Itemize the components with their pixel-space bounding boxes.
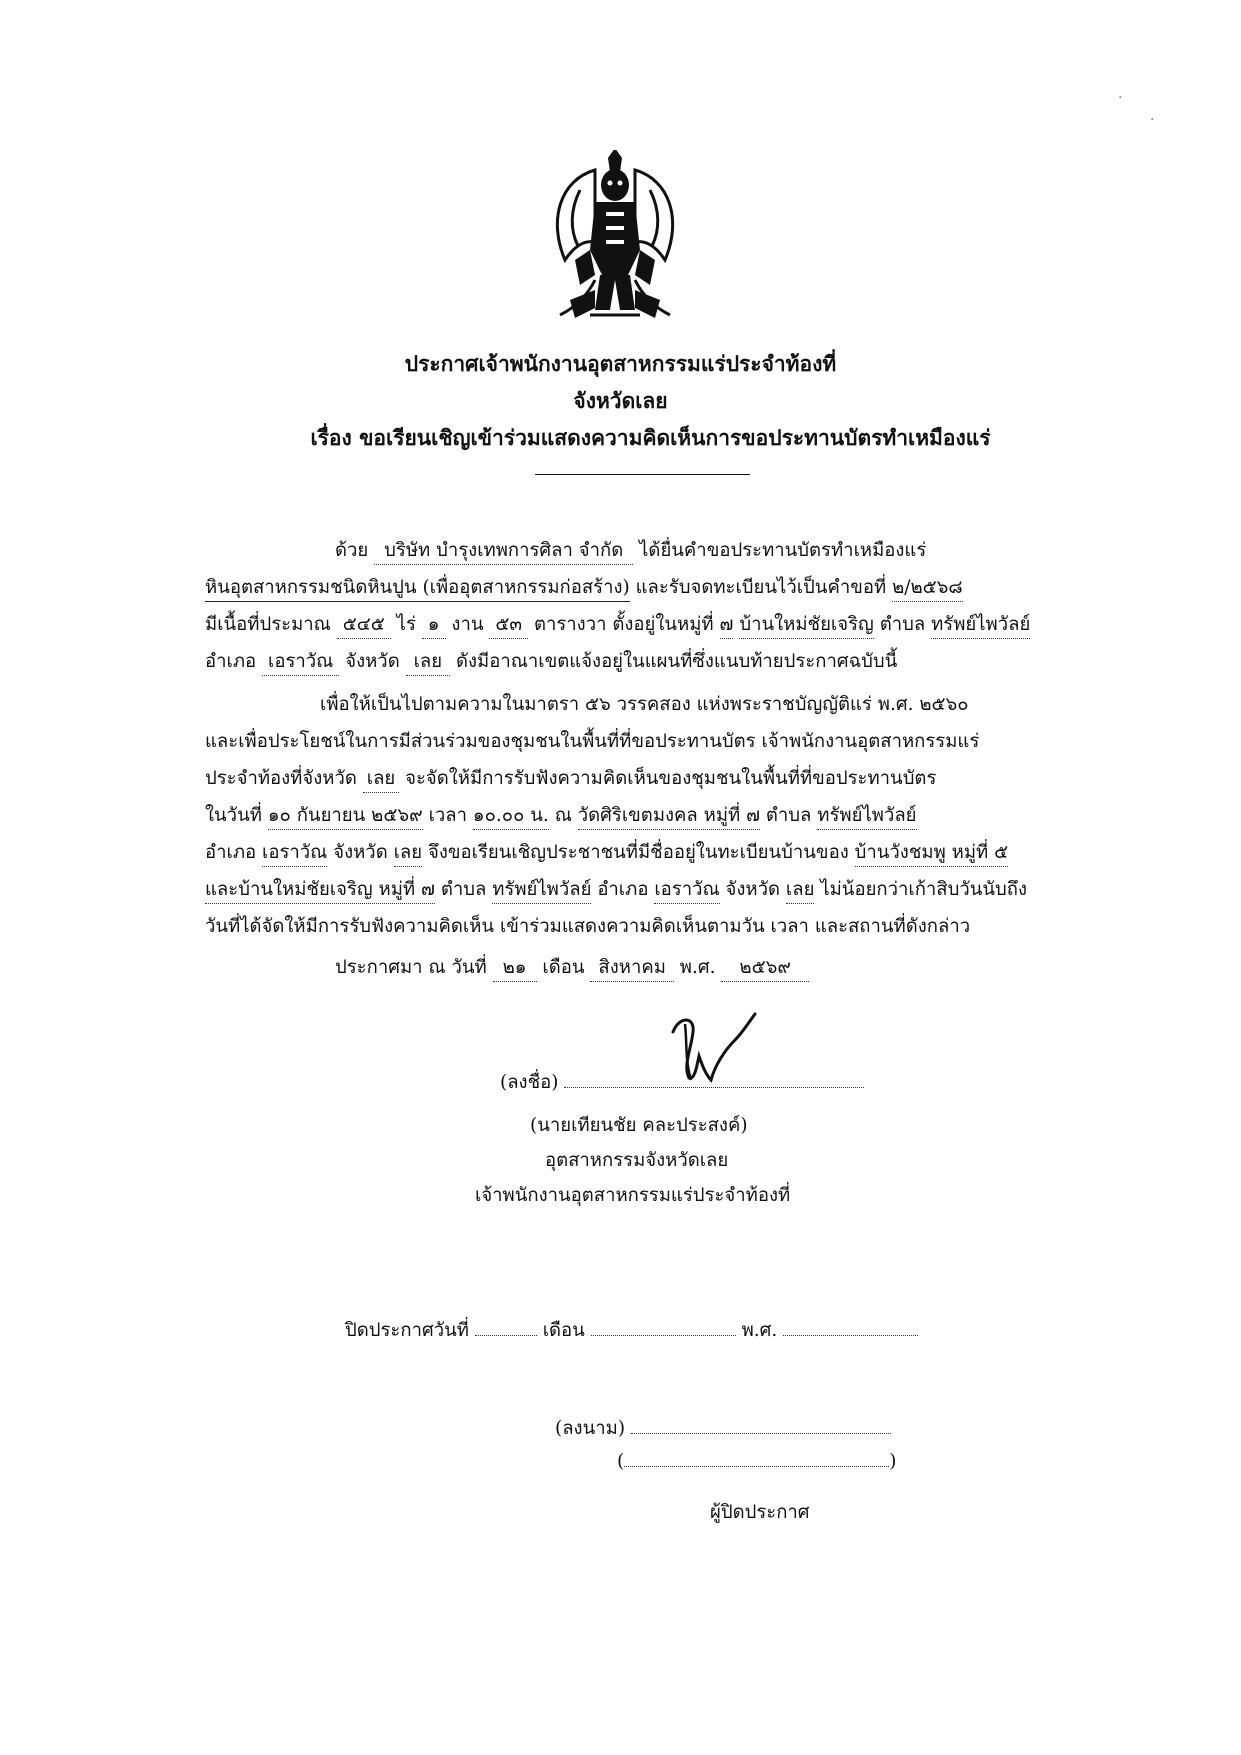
- tambon-name: ทรัพย์ไพวัลย์: [931, 611, 1030, 639]
- text: พ.ศ.: [741, 1320, 778, 1341]
- text: ด้วย: [335, 540, 369, 561]
- poster-role: ผู้ปิดประกาศ: [710, 1502, 810, 1523]
- amphoe-name: เอราวัณ: [262, 648, 339, 676]
- announce-date-line: [205, 949, 1045, 986]
- text: ปิดประกาศวันที่: [345, 1320, 469, 1341]
- village-name: บ้านใหม่ชัยเจริญ: [739, 611, 873, 639]
- para2-line-7: วันที่ได้จัดให้มีการรับฟังความคิดเห็น เข้าร่วมแสดงความคิดเห็นตามวัน เวลา และสถานที่ดังกล่าว: [205, 916, 971, 937]
- text: จังหวัด: [725, 879, 781, 900]
- text: ดังมีอาณาเขตแจ้งอยู่ในแผนที่ซึ่งแนบท้ายประกาศฉบับนี้: [456, 651, 898, 672]
- posting-month-field[interactable]: [591, 1321, 736, 1336]
- area-rai: ๕๔๕: [337, 611, 391, 639]
- text: เวลา: [428, 805, 467, 826]
- posting-day-field[interactable]: [475, 1321, 537, 1336]
- text: (ลงนาม): [555, 1418, 626, 1439]
- para1-line-2: [205, 569, 1045, 606]
- sign-label: (ลงชื่อ): [500, 1072, 559, 1093]
- text: จังหวัด: [345, 651, 400, 672]
- para2-line-4: [205, 797, 1045, 834]
- text: ในวันที่: [205, 805, 262, 826]
- announce-year: ๒๕๖๙: [721, 954, 809, 982]
- para2-line-3: [205, 760, 1045, 797]
- title-line-1: ประกาศเจ้าพนักงานอุตสาหกรรมแร่ประจำท้องที่: [404, 351, 837, 376]
- text: และรับจดทะเบียนไว้เป็นคำขอที่: [635, 577, 887, 598]
- announcement-body: [205, 532, 1045, 986]
- text: เดือน: [542, 957, 585, 978]
- para2-line-6: [205, 871, 1045, 908]
- text: ไม่น้อยกว่าเก้าสิบวันนับถึง: [820, 879, 1027, 900]
- posting-signature-field[interactable]: [631, 1419, 891, 1434]
- posting-sign-line: [555, 1414, 891, 1443]
- announce-day: ๒๑: [493, 954, 537, 982]
- para2-line-1: เพื่อให้เป็นไปตามความในมาตรา ๕๖ วรรคสอง แห่งพระราชบัญญัติแร่ พ.ศ. ๒๕๖๐: [320, 694, 969, 715]
- province-name: เลย: [394, 839, 423, 867]
- text: ประกาศมา ณ วันที่: [335, 957, 487, 978]
- text: จังหวัด: [333, 842, 388, 863]
- posting-year-field[interactable]: [783, 1321, 918, 1336]
- company-name: บริษัท บำรุงเทพการศิลา จำกัด: [374, 537, 633, 565]
- area-wa: ๕๓: [489, 611, 528, 639]
- title-underline: [535, 474, 750, 475]
- signature-line: [564, 1073, 864, 1088]
- hearing-date: ๑๐ กันยายน ๒๕๖๙: [268, 802, 423, 830]
- posting-date-line: [345, 1316, 1045, 1345]
- hearing-time: ๑๐.๐๐ น.: [473, 802, 549, 830]
- text: ไร่: [396, 614, 416, 635]
- moo-number: ๗: [720, 611, 734, 639]
- text: ประจำท้องที่จังหวัด: [205, 768, 357, 789]
- para1-line-4: [205, 643, 1045, 680]
- province-name: เลย: [786, 876, 815, 904]
- para2-line-5: [205, 834, 1045, 871]
- para2-line-2: และเพื่อประโยชน์ในการมีส่วนร่วมของชุมชนในพื้นที่ที่ขอประทานบัตร เจ้าพนักงานอุตสาหกรรมแร่: [205, 731, 980, 752]
- title-line-3: เรื่อง ขอเรียนเชิญเข้าร่วมแสดงความคิดเห็นการขอประทานบัตรทำเหมืองแร่: [310, 425, 991, 450]
- scan-mark: ·: [1118, 90, 1123, 106]
- posting-name-line: [617, 1451, 896, 1472]
- province-name: เลย: [406, 648, 451, 676]
- text: พ.ศ.: [679, 957, 716, 978]
- tambon-name: ทรัพย์ไพวัลย์: [817, 802, 916, 830]
- announce-month: สิงหาคม: [590, 954, 673, 982]
- text: ได้ยื่นคำขอประทานบัตรทำเหมืองแร่: [639, 540, 927, 561]
- amphoe-name: เอราวัณ: [654, 876, 719, 904]
- text: (: [617, 1451, 625, 1472]
- text: ตารางวา ตั้งอยู่ในหมู่ที่: [533, 614, 714, 635]
- hearing-place: วัดศิริเขตมงคล หมู่ที่ ๗: [578, 802, 760, 830]
- text: ณ: [554, 805, 572, 826]
- signer-name: (นายเทียนชัย คละประสงค์): [530, 1115, 748, 1136]
- text: จะจัดให้มีการรับฟังความคิดเห็นของชุมชนในพื้นที่ที่ขอประทานบัตร: [405, 768, 937, 789]
- village-name: บ้านวังชมพู หมู่ที่ ๕: [855, 839, 1009, 867]
- text: จึงขอเรียนเชิญประชาชนที่มีชื่ออยู่ในทะเบียนบ้านของ: [428, 842, 849, 863]
- province-name: เลย: [363, 765, 400, 793]
- amphoe-name: เอราวัณ: [262, 839, 327, 867]
- tambon-name: ทรัพย์ไพวัลย์: [492, 876, 591, 904]
- area-ngan: ๑: [422, 611, 446, 639]
- signer-position-2: เจ้าพนักงานอุตสาหกรรมแร่ประจำท้องที่: [475, 1185, 791, 1206]
- signer-position-1: อุตสาหกรรมจังหวัดเลย: [545, 1150, 729, 1171]
- request-number: ๒/๒๕๖๘: [892, 574, 963, 602]
- text: อำเภอ: [597, 879, 649, 900]
- title-line-2: จังหวัดเลย: [573, 388, 668, 413]
- para1-line-3: [205, 606, 1045, 643]
- text: ): [889, 1451, 897, 1472]
- text: ตำบล: [879, 614, 926, 635]
- posting-name-field[interactable]: [624, 1452, 889, 1467]
- posting-record: [345, 1316, 1045, 1523]
- text: มีเนื้อที่ประมาณ: [205, 614, 331, 635]
- para1-line-1: [205, 532, 1045, 569]
- document-title: [0, 345, 1241, 456]
- village-name: และบ้านใหม่ชัยเจริญ หมู่ที่ ๗: [205, 876, 435, 904]
- text: ตำบล: [440, 879, 487, 900]
- text: อำเภอ: [205, 651, 257, 672]
- garuda-emblem: [540, 150, 690, 325]
- text: เดือน: [542, 1320, 585, 1341]
- mineral-type: หินอุตสาหกรรมชนิดหินปูน (เพื่ออุตสาหกรรมก่อสร้าง): [205, 574, 630, 602]
- text: อำเภอ: [205, 842, 257, 863]
- scan-mark: ·: [1150, 112, 1155, 128]
- text: ตำบล: [765, 805, 812, 826]
- text: งาน: [451, 614, 484, 635]
